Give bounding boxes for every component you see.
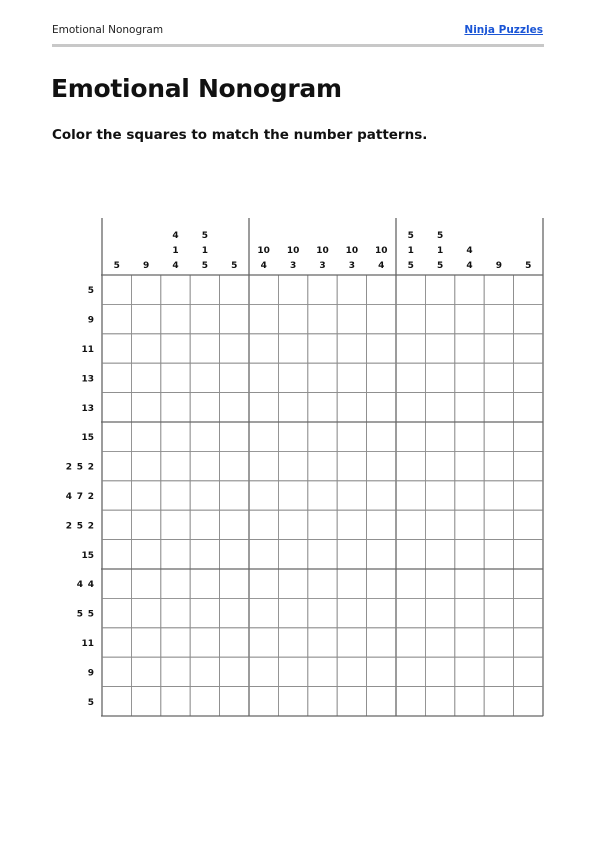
grid-cell-r12-c2[interactable] — [131, 598, 160, 627]
row-clue-r12: 5 — [76, 609, 83, 620]
grid-cell-r6-c7[interactable] — [278, 422, 307, 451]
grid-cell-r15-c1[interactable] — [102, 687, 131, 716]
grid-cell-r5-c9[interactable] — [337, 393, 366, 422]
grid-cell-r12-c14[interactable] — [484, 598, 513, 627]
grid-cell-r14-c14[interactable] — [484, 657, 513, 686]
grid-cell-r9-c1[interactable] — [102, 510, 131, 539]
grid-cell-r2-c5[interactable] — [220, 304, 249, 333]
grid-cell-r2-c2[interactable] — [131, 304, 160, 333]
grid-cell-r5-c11[interactable] — [396, 393, 425, 422]
column-clue-c11: 5 — [407, 261, 414, 271]
column-clue-c3: 1 — [172, 246, 179, 256]
row-clue-r3: 11 — [81, 345, 94, 355]
grid-cell-r3-c1[interactable] — [102, 334, 131, 363]
grid-cell-r13-c11[interactable] — [396, 628, 425, 657]
grid-cell-r4-c2[interactable] — [131, 363, 160, 392]
row-clue-r9: 5 — [76, 521, 83, 532]
grid-cell-r8-c15[interactable] — [514, 481, 543, 510]
grid-cell-r9-c6[interactable] — [249, 510, 278, 539]
brand-link[interactable]: Ninja Puzzles — [464, 24, 543, 36]
grid-cell-r1-c2[interactable] — [131, 275, 160, 304]
grid-cell-r14-c7[interactable] — [278, 657, 307, 686]
grid-cell-r7-c2[interactable] — [131, 451, 160, 480]
grid-cell-r12-c9[interactable] — [337, 598, 366, 627]
grid-cell-r4-c10[interactable] — [367, 363, 396, 392]
grid-cell-r7-c11[interactable] — [396, 451, 425, 480]
grid-cell-r13-c15[interactable] — [514, 628, 543, 657]
grid-cell-r14-c1[interactable] — [102, 657, 131, 686]
grid-cell-r14-c9[interactable] — [337, 657, 366, 686]
grid-cell-r7-c14[interactable] — [484, 451, 513, 480]
row-clue-r11: 4 — [76, 580, 83, 591]
grid-cell-r11-c4[interactable] — [190, 569, 219, 598]
grid-cell-r12-c12[interactable] — [425, 598, 454, 627]
column-clue-c6: 4 — [260, 261, 267, 271]
grid-cell-r11-c1[interactable] — [102, 569, 131, 598]
grid-cell-r14-c15[interactable] — [514, 657, 543, 686]
grid-cell-r7-c7[interactable] — [278, 451, 307, 480]
grid-cell-r9-c12[interactable] — [425, 510, 454, 539]
grid-cell-r2-c8[interactable] — [308, 304, 337, 333]
grid-cell-r3-c2[interactable] — [131, 334, 160, 363]
column-clue-c12: 5 — [436, 231, 444, 241]
column-clue-c4: 1 — [201, 246, 209, 256]
grid-cell-r1-c15[interactable] — [514, 275, 543, 304]
page-title: Emotional Nonogram — [51, 74, 342, 103]
grid-cell-r7-c4[interactable] — [190, 451, 219, 480]
grid-cell-r7-c13[interactable] — [455, 451, 484, 480]
grid-cell-r1-c9[interactable] — [337, 275, 366, 304]
grid-cell-r12-c8[interactable] — [308, 598, 337, 627]
grid-cell-r13-c5[interactable] — [220, 628, 249, 657]
grid-cell-r3-c5[interactable] — [220, 334, 249, 363]
grid-cell-r4-c15[interactable] — [514, 363, 543, 392]
grid-cell-r11-c9[interactable] — [337, 569, 366, 598]
grid-cell-r14-c8[interactable] — [308, 657, 337, 686]
grid-cell-r9-c11[interactable] — [396, 510, 425, 539]
grid-cell-r8-c6[interactable] — [249, 481, 278, 510]
grid-cell-r3-c13[interactable] — [455, 334, 484, 363]
grid-cell-r4-c6[interactable] — [249, 363, 278, 392]
grid-cell-r15-c12[interactable] — [425, 687, 454, 716]
grid-cell-r5-c1[interactable] — [102, 393, 131, 422]
grid-cell-r13-c13[interactable] — [455, 628, 484, 657]
grid-cell-r13-c6[interactable] — [249, 628, 278, 657]
grid-cell-r3-c8[interactable] — [308, 334, 337, 363]
grid-cell-r5-c6[interactable] — [249, 393, 278, 422]
row-clue-r5: 13 — [81, 403, 94, 414]
row-clue-r7: 2 — [65, 462, 72, 473]
grid-cell-r9-c4[interactable] — [190, 510, 219, 539]
grid-cell-r8-c9[interactable] — [337, 481, 366, 510]
grid-cell-r4-c11[interactable] — [396, 363, 425, 392]
grid-cell-r12-c13[interactable] — [455, 598, 484, 627]
grid-cell-r4-c5[interactable] — [220, 363, 249, 392]
grid-cell-r14-c3[interactable] — [161, 657, 190, 686]
grid-cell-r5-c10[interactable] — [367, 393, 396, 422]
column-clue-c13: 4 — [466, 261, 473, 271]
grid-cell-r9-c8[interactable] — [308, 510, 337, 539]
grid-cell-r1-c7[interactable] — [278, 275, 307, 304]
column-clue-c12: 1 — [436, 246, 444, 256]
column-clue-c10: 10 — [375, 246, 388, 256]
column-clue-c9: 10 — [345, 246, 359, 256]
grid-cell-r10-c15[interactable] — [514, 540, 543, 569]
grid-cell-r3-c6[interactable] — [249, 334, 278, 363]
grid-cell-r13-c10[interactable] — [367, 628, 396, 657]
column-clue-c5: 5 — [231, 261, 238, 271]
instructions: Color the squares to match the number patterns. — [52, 127, 428, 143]
grid-cell-r15-c14[interactable] — [484, 687, 513, 716]
grid-cell-r3-c3[interactable] — [161, 334, 190, 363]
grid-cell-r15-c11[interactable] — [396, 687, 425, 716]
grid-cell-r1-c4[interactable] — [190, 275, 219, 304]
grid-cell-r10-c1[interactable] — [102, 540, 131, 569]
grid-cell-r10-c11[interactable] — [396, 540, 425, 569]
grid-cell-r11-c2[interactable] — [131, 569, 160, 598]
grid-cell-r3-c15[interactable] — [514, 334, 543, 363]
grid-cell-r2-c7[interactable] — [278, 304, 307, 333]
grid-cell-r10-c6[interactable] — [249, 540, 278, 569]
grid-cell-r2-c15[interactable] — [514, 304, 543, 333]
grid-cell-r14-c11[interactable] — [396, 657, 425, 686]
row-clue-r6: 15 — [81, 433, 94, 444]
grid-cell-r12-c10[interactable] — [367, 598, 396, 627]
grid-cell-r11-c13[interactable] — [455, 569, 484, 598]
grid-cell-r10-c12[interactable] — [425, 540, 454, 569]
grid-cell-r15-c15[interactable] — [514, 687, 543, 716]
grid-cell-r13-c14[interactable] — [484, 628, 513, 657]
grid-cell-r6-c15[interactable] — [514, 422, 543, 451]
row-clue-r14: 9 — [87, 668, 94, 679]
grid-cell-r6-c10[interactable] — [367, 422, 396, 451]
grid-cell-r5-c13[interactable] — [455, 393, 484, 422]
grid-cell-r1-c6[interactable] — [249, 275, 278, 304]
grid-cell-r9-c7[interactable] — [278, 510, 307, 539]
grid-cell-r13-c2[interactable] — [131, 628, 160, 657]
grid-cell-r3-c11[interactable] — [396, 334, 425, 363]
grid-cell-r10-c8[interactable] — [308, 540, 337, 569]
grid-cell-r6-c8[interactable] — [308, 422, 337, 451]
row-clue-r10: 15 — [81, 550, 94, 561]
grid-cell-r8-c2[interactable] — [131, 481, 160, 510]
row-clue-r9: 2 — [87, 521, 94, 532]
grid-cell-r8-c11[interactable] — [396, 481, 425, 510]
grid-cell-r13-c3[interactable] — [161, 628, 190, 657]
grid-cell-r11-c10[interactable] — [367, 569, 396, 598]
column-clue-c9: 3 — [348, 261, 356, 271]
grid-cell-r10-c9[interactable] — [337, 540, 366, 569]
grid-cell-r13-c8[interactable] — [308, 628, 337, 657]
column-clue-c11: 5 — [407, 231, 414, 241]
grid-cell-r3-c12[interactable] — [425, 334, 454, 363]
grid-cell-r6-c13[interactable] — [455, 422, 484, 451]
grid-cell-r15-c3[interactable] — [161, 687, 190, 716]
grid-cell-r1-c12[interactable] — [425, 275, 454, 304]
grid-cell-r12-c1[interactable] — [102, 598, 131, 627]
grid-cell-r15-c7[interactable] — [278, 687, 307, 716]
grid-cell-r9-c13[interactable] — [455, 510, 484, 539]
column-clue-c6: 10 — [257, 246, 270, 256]
grid-cell-r9-c2[interactable] — [131, 510, 160, 539]
grid-cell-r8-c1[interactable] — [102, 481, 131, 510]
row-clue-r2: 9 — [87, 315, 94, 326]
grid-cell-r10-c3[interactable] — [161, 540, 190, 569]
grid-cell-r6-c4[interactable] — [190, 422, 219, 451]
column-clue-c1: 5 — [113, 261, 120, 271]
grid-cell-r5-c12[interactable] — [425, 393, 454, 422]
grid-cell-r4-c14[interactable] — [484, 363, 513, 392]
grid-cell-r8-c14[interactable] — [484, 481, 513, 510]
grid-cell-r4-c4[interactable] — [190, 363, 219, 392]
grid-cell-r3-c9[interactable] — [337, 334, 366, 363]
grid-cell-r15-c8[interactable] — [308, 687, 337, 716]
column-clue-c15: 5 — [525, 261, 532, 271]
grid-cell-r6-c6[interactable] — [249, 422, 278, 451]
grid-cell-r9-c9[interactable] — [337, 510, 366, 539]
grid-cell-r12-c5[interactable] — [220, 598, 249, 627]
grid-cell-r7-c8[interactable] — [308, 451, 337, 480]
grid-cell-r11-c8[interactable] — [308, 569, 337, 598]
grid-cell-r11-c11[interactable] — [396, 569, 425, 598]
grid-cell-r5-c14[interactable] — [484, 393, 513, 422]
grid-cell-r4-c13[interactable] — [455, 363, 484, 392]
grid-cell-r5-c8[interactable] — [308, 393, 337, 422]
grid-cell-r15-c2[interactable] — [131, 687, 160, 716]
row-clue-r8: 7 — [76, 492, 83, 502]
grid-cell-r7-c1[interactable] — [102, 451, 131, 480]
column-clue-c2: 9 — [142, 261, 150, 271]
grid-cell-r15-c6[interactable] — [249, 687, 278, 716]
grid-cell-r7-c6[interactable] — [249, 451, 278, 480]
grid-cell-r14-c10[interactable] — [367, 657, 396, 686]
grid-cell-r7-c15[interactable] — [514, 451, 543, 480]
grid-cell-r4-c7[interactable] — [278, 363, 307, 392]
grid-cell-r7-c10[interactable] — [367, 451, 396, 480]
column-clue-c10: 4 — [378, 261, 385, 271]
grid-cell-r15-c10[interactable] — [367, 687, 396, 716]
grid-cell-r14-c12[interactable] — [425, 657, 454, 686]
grid-cell-r4-c8[interactable] — [308, 363, 337, 392]
grid-cell-r9-c10[interactable] — [367, 510, 396, 539]
grid-cell-r3-c14[interactable] — [484, 334, 513, 363]
row-clue-r7: 5 — [76, 462, 83, 473]
grid-cell-r9-c3[interactable] — [161, 510, 190, 539]
grid-cell-r13-c9[interactable] — [337, 628, 366, 657]
grid-cell-r5-c2[interactable] — [131, 393, 160, 422]
grid-cell-r12-c4[interactable] — [190, 598, 219, 627]
grid-cell-r14-c13[interactable] — [455, 657, 484, 686]
grid-cell-r2-c9[interactable] — [337, 304, 366, 333]
grid-cell-r9-c15[interactable] — [514, 510, 543, 539]
grid-cell-r13-c12[interactable] — [425, 628, 454, 657]
grid-cell-r1-c3[interactable] — [161, 275, 190, 304]
grid-cell-r12-c6[interactable] — [249, 598, 278, 627]
grid-cell-r1-c11[interactable] — [396, 275, 425, 304]
grid-cell-r7-c9[interactable] — [337, 451, 366, 480]
grid-cell-r1-c8[interactable] — [308, 275, 337, 304]
grid-cell-r1-c14[interactable] — [484, 275, 513, 304]
grid-cell-r1-c5[interactable] — [220, 275, 249, 304]
grid-cell-r2-c1[interactable] — [102, 304, 131, 333]
grid-cell-r8-c13[interactable] — [455, 481, 484, 510]
grid-cell-r3-c4[interactable] — [190, 334, 219, 363]
grid-cell-r4-c1[interactable] — [102, 363, 131, 392]
grid-cell-r8-c8[interactable] — [308, 481, 337, 510]
grid-cell-r11-c7[interactable] — [278, 569, 307, 598]
column-clue-c7: 3 — [289, 261, 297, 271]
grid-cell-r6-c14[interactable] — [484, 422, 513, 451]
column-clue-c11: 1 — [407, 246, 414, 256]
grid-cell-r11-c12[interactable] — [425, 569, 454, 598]
row-clue-r9: 2 — [65, 521, 72, 532]
column-clue-c8: 3 — [319, 261, 326, 271]
grid-cell-r10-c14[interactable] — [484, 540, 513, 569]
grid-cell-r11-c15[interactable] — [514, 569, 543, 598]
grid-cell-r5-c5[interactable] — [220, 393, 249, 422]
grid-cell-r5-c7[interactable] — [278, 393, 307, 422]
grid-cell-r15-c9[interactable] — [337, 687, 366, 716]
grid-cell-r10-c4[interactable] — [190, 540, 219, 569]
grid-cell-r12-c3[interactable] — [161, 598, 190, 627]
grid-cell-r10-c2[interactable] — [131, 540, 160, 569]
row-clue-r13: 11 — [81, 639, 94, 649]
row-clue-r7: 2 — [87, 462, 94, 473]
grid-cell-r2-c14[interactable] — [484, 304, 513, 333]
grid-cell-r8-c10[interactable] — [367, 481, 396, 510]
grid-cell-r15-c4[interactable] — [190, 687, 219, 716]
grid-cell-r7-c3[interactable] — [161, 451, 190, 480]
row-clue-r8: 2 — [87, 492, 94, 502]
grid-cell-r1-c1[interactable] — [102, 275, 131, 304]
grid-cell-r6-c2[interactable] — [131, 422, 160, 451]
header-title: Emotional Nonogram — [52, 24, 164, 36]
grid-cell-r2-c6[interactable] — [249, 304, 278, 333]
grid-cell-r6-c9[interactable] — [337, 422, 366, 451]
grid-cell-r5-c4[interactable] — [190, 393, 219, 422]
grid-cell-r4-c12[interactable] — [425, 363, 454, 392]
grid-cell-r11-c3[interactable] — [161, 569, 190, 598]
grid-cell-r2-c10[interactable] — [367, 304, 396, 333]
grid-cell-r6-c3[interactable] — [161, 422, 190, 451]
column-clue-c13: 4 — [466, 246, 473, 256]
grid-cell-r8-c3[interactable] — [161, 481, 190, 510]
column-clue-c12: 5 — [436, 261, 444, 271]
grid-cell-r2-c13[interactable] — [455, 304, 484, 333]
column-clue-c4: 5 — [201, 231, 209, 241]
row-clue-r12: 5 — [87, 609, 94, 620]
grid-cell-r6-c12[interactable] — [425, 422, 454, 451]
grid-cell-r10-c13[interactable] — [455, 540, 484, 569]
grid-cell-r1-c13[interactable] — [455, 275, 484, 304]
grid-cell-r8-c7[interactable] — [278, 481, 307, 510]
grid-cell-r7-c12[interactable] — [425, 451, 454, 480]
grid-cell-r3-c7[interactable] — [278, 334, 307, 363]
grid-cell-r14-c2[interactable] — [131, 657, 160, 686]
grid-cell-r14-c5[interactable] — [220, 657, 249, 686]
grid-cell-r2-c4[interactable] — [190, 304, 219, 333]
column-clue-c7: 10 — [286, 246, 300, 256]
grid-cell-r13-c1[interactable] — [102, 628, 131, 657]
column-clue-c8: 10 — [316, 246, 329, 256]
grid-cell-r10-c5[interactable] — [220, 540, 249, 569]
grid-cell-r8-c5[interactable] — [220, 481, 249, 510]
grid-cell-r12-c15[interactable] — [514, 598, 543, 627]
grid-cell-r13-c4[interactable] — [190, 628, 219, 657]
grid-cell-r9-c5[interactable] — [220, 510, 249, 539]
column-clue-c14: 9 — [495, 261, 503, 271]
grid-cell-r2-c12[interactable] — [425, 304, 454, 333]
grid-cell-r5-c15[interactable] — [514, 393, 543, 422]
row-clue-r8: 4 — [65, 492, 72, 502]
grid-cell-r11-c14[interactable] — [484, 569, 513, 598]
column-clue-c4: 5 — [201, 261, 209, 271]
grid-cell-r7-c5[interactable] — [220, 451, 249, 480]
grid-cell-r11-c5[interactable] — [220, 569, 249, 598]
column-clue-c3: 4 — [172, 261, 179, 271]
grid-cell-r12-c7[interactable] — [278, 598, 307, 627]
grid-cell-r2-c11[interactable] — [396, 304, 425, 333]
grid-cell-r15-c13[interactable] — [455, 687, 484, 716]
grid-cell-r6-c5[interactable] — [220, 422, 249, 451]
row-clue-r1: 5 — [87, 286, 94, 297]
column-clue-c3: 4 — [172, 231, 179, 241]
grid-cell-r6-c11[interactable] — [396, 422, 425, 451]
grid-cell-r1-c10[interactable] — [367, 275, 396, 304]
grid-cell-r8-c4[interactable] — [190, 481, 219, 510]
grid-cell-r14-c6[interactable] — [249, 657, 278, 686]
grid-cell-r3-c10[interactable] — [367, 334, 396, 363]
grid-cell-r9-c14[interactable] — [484, 510, 513, 539]
row-clue-r4: 13 — [81, 374, 94, 385]
row-clue-r15: 5 — [87, 697, 94, 708]
grid-cell-r14-c4[interactable] — [190, 657, 219, 686]
grid-cell-r10-c7[interactable] — [278, 540, 307, 569]
grid-cell-r11-c6[interactable] — [249, 569, 278, 598]
grid-cell-r4-c3[interactable] — [161, 363, 190, 392]
grid-cell-r5-c3[interactable] — [161, 393, 190, 422]
grid-cell-r10-c10[interactable] — [367, 540, 396, 569]
grid-cell-r4-c9[interactable] — [337, 363, 366, 392]
grid-cell-r8-c12[interactable] — [425, 481, 454, 510]
grid-cell-r12-c11[interactable] — [396, 598, 425, 627]
grid-cell-r13-c7[interactable] — [278, 628, 307, 657]
grid-cell-r6-c1[interactable] — [102, 422, 131, 451]
row-clue-r11: 4 — [87, 580, 94, 591]
grid-cell-r2-c3[interactable] — [161, 304, 190, 333]
grid-cell-r15-c5[interactable] — [220, 687, 249, 716]
